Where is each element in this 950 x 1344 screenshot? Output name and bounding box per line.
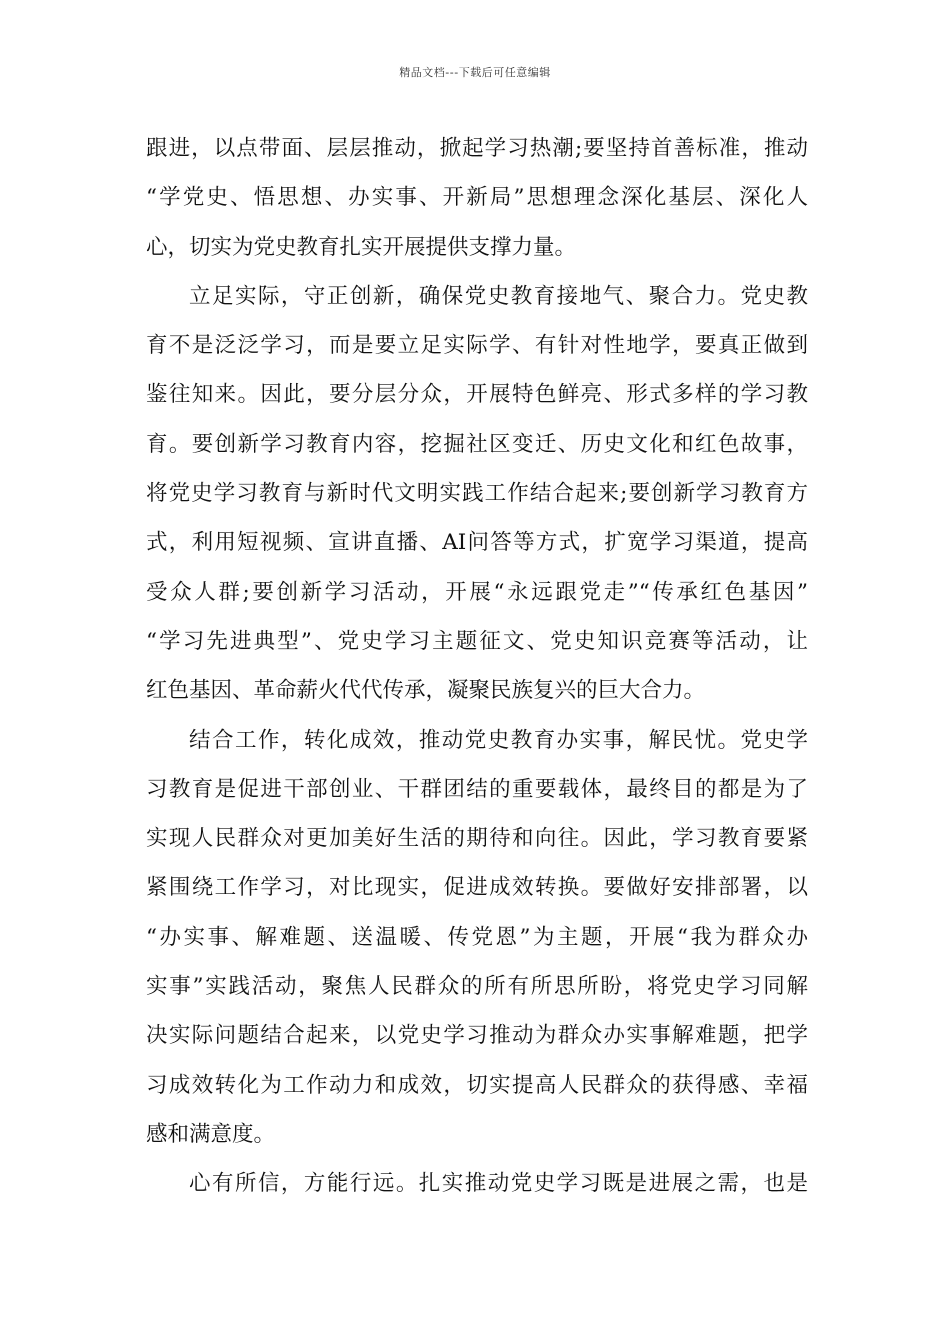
text-line: 决实际问题结合起来，以党史学习推动为群众办实事解难题，把学: [146, 1023, 808, 1049]
text-line: 实事”实践活动，聚焦人民群众的所有所思所盼，将党史学习同解: [146, 974, 808, 1000]
text-line: 育。要创新学习教育内容，挖掘社区变迁、历史文化和红色故事，: [146, 431, 808, 457]
text-line: 紧围绕工作学习，对比现实，促进成效转换。要做好安排部署，以: [146, 875, 808, 901]
text-line: 习教育是促进干部创业、干群团结的重要载体，最终目的都是为了: [146, 776, 808, 802]
text-line: “办实事、解难题、送温暖、传党恩”为主题，开展“我为群众办: [146, 924, 808, 950]
document-body: [146, 124, 808, 1209]
text-line: 立足实际，守正创新，确保党史教育接地气、聚合力。党史教: [189, 283, 808, 309]
text-line: 跟进，以点带面、层层推动，掀起学习热潮;要坚持首善标准，推动: [146, 136, 808, 161]
text-line: 红色基因、革命薪火代代传承，凝聚民族复兴的巨大合力。: [146, 678, 706, 704]
text-line: 习成效转化为工作动力和成效，切实提高人民群众的获得感、幸福: [146, 1072, 808, 1098]
text-line: “学习先进典型”、党史学习主题征文、党史知识竞赛等活动，让: [146, 628, 808, 654]
page-header: 精品文档---下载后可任意编辑: [399, 66, 551, 79]
text-line: 心，切实为党史教育扎实开展提供支撑力量。: [146, 234, 577, 260]
text-line: 鉴往知来。因此，要分层分众，开展特色鲜亮、形式多样的学习教: [146, 382, 808, 408]
text-line: 感和满意度。: [146, 1121, 276, 1147]
text-line: “学党史、悟思想、办实事、开新局”思想理念深化基层、深化人: [146, 185, 808, 211]
text-line: 心有所信，方能行远。扎实推动党史学习既是进展之需，也是: [189, 1171, 808, 1197]
text-line: 结合工作，转化成效，推动党史教育办实事，解民忧。党史学: [189, 727, 808, 753]
text-line: 育不是泛泛学习，而是要立足实际学、有针对性地学，要真正做到: [146, 333, 808, 359]
text-line: 实现人民群众对更加美好生活的期待和向往。因此，学习教育要紧: [146, 826, 808, 852]
text-line: 将党史学习教育与新时代文明实践工作结合起来;要创新学习教育方: [146, 481, 808, 507]
text-line: 式，利用短视频、宣讲直播、AI问答等方式，扩宽学习渠道，提高: [146, 530, 808, 556]
text-line: 受众人群;要创新学习活动，开展“永远跟党走”“传承红色基因”: [146, 579, 808, 605]
